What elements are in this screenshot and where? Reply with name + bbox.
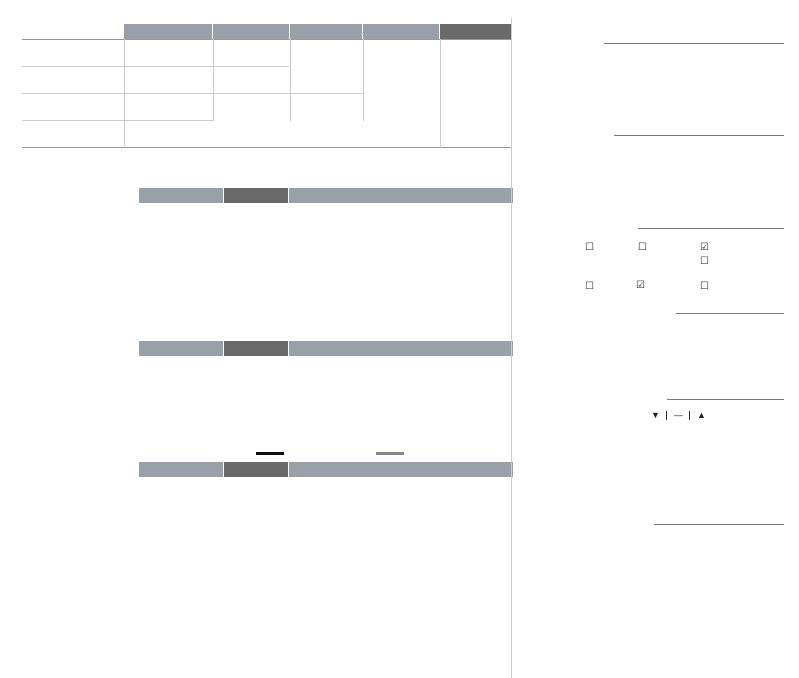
pbf-normal-option[interactable] [585,282,594,292]
header-ffm [363,24,439,39]
header-over [289,188,513,203]
header-under [139,341,223,356]
divider [689,411,690,420]
title-rule [667,399,784,400]
obesity-chart [22,341,494,425]
checkbox-empty-icon: ☐ [700,281,709,292]
title-rule [604,43,784,44]
checkbox-empty-icon: ☐ [585,281,594,292]
header-values [124,24,212,39]
header-normal [224,462,288,477]
segmental-lean-chart [22,462,494,672]
title-rule [654,524,784,525]
title-rule [614,135,784,136]
bmi-under-option[interactable] [638,243,647,253]
header-weight [440,24,512,39]
bmi-normal-option[interactable] [585,243,594,253]
grid-line [213,39,214,121]
checkbox-checked-icon: ☑ [636,280,645,291]
muscle-fat-chart [22,188,494,302]
grid-line [22,93,213,94]
header-under [139,462,223,477]
header-normal [224,341,288,356]
triangle-up-icon: ▲ [696,410,706,420]
title-rule [638,228,784,229]
grid-line [213,66,289,67]
grid-line [363,39,364,121]
divider [666,411,667,420]
header-slm [290,24,362,39]
title-rule [676,313,784,314]
grid-line [213,93,363,94]
bmi-over-option[interactable] [700,257,709,267]
grid-line [290,39,291,121]
header-tbw [213,24,289,39]
segmental-fat-legend [651,410,706,420]
grid-line [22,66,213,67]
legend-current-swatch [376,452,404,455]
body-composition-table [22,24,494,148]
legend-ideal [253,448,284,457]
header-under [139,188,223,203]
header-over [289,462,513,477]
triangle-down-icon: ▼ [651,410,660,420]
grid-line [440,39,441,148]
checkbox-checked-icon: ☑ [700,242,709,253]
checkbox-empty-icon: ☐ [700,256,709,267]
pbf-over-option[interactable] [700,282,709,292]
checkbox-empty-icon: ☐ [638,242,647,253]
grid-line [124,39,125,148]
checkbox-empty-icon: ☐ [585,242,594,253]
grid-line [22,120,213,121]
column-divider [511,18,512,678]
header-over [289,341,513,356]
legend-ideal-swatch [256,452,284,455]
dash-icon: — [673,410,683,420]
legend-current [373,448,404,457]
header-normal [224,188,288,203]
